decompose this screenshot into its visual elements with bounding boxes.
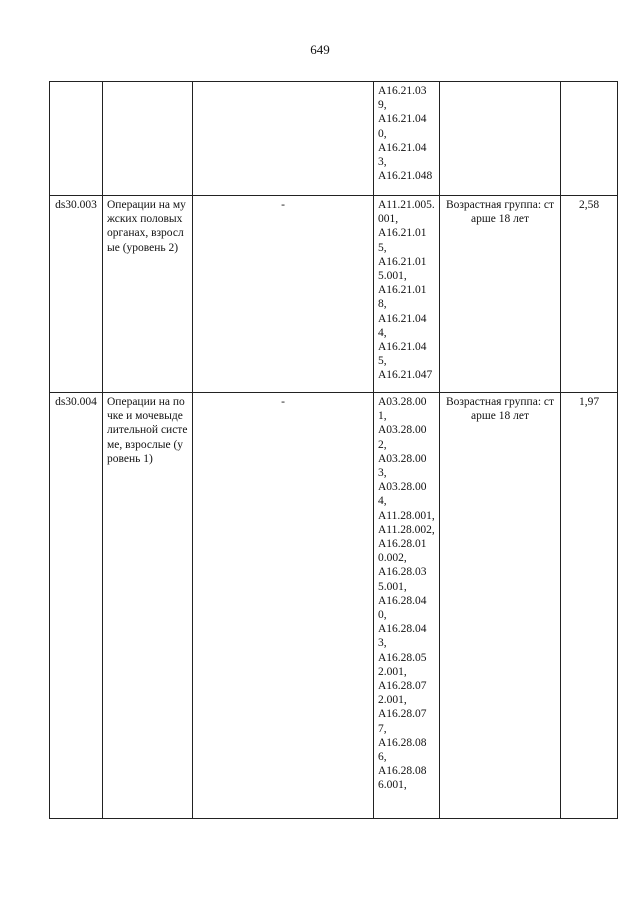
diagnosis-code-cell xyxy=(193,82,374,196)
service-code: A16.21.043, xyxy=(378,141,427,169)
service-code: A03.28.003, xyxy=(378,452,427,480)
condition-cell: Возрастная группа: старше 18 лет xyxy=(440,393,561,819)
service-code: A03.28.002, xyxy=(378,424,427,451)
service-code: A16.21.040, xyxy=(378,113,427,140)
service-code: A16.21.039, xyxy=(378,85,427,112)
service-code: A03.28.001, xyxy=(378,396,427,423)
service-code: A16.28.043, xyxy=(378,623,427,650)
service-code-cell xyxy=(374,393,440,819)
service-code: A16.21.015.001, xyxy=(378,255,427,283)
group-name-cell xyxy=(103,82,193,196)
diagnosis-code-cell: - xyxy=(193,196,374,393)
service-code: A16.28.010.002, xyxy=(378,538,427,565)
service-code: A16.21.018, xyxy=(378,284,427,311)
diagnosis-code-cell: - xyxy=(193,393,374,819)
coefficient-cell xyxy=(561,82,618,196)
table-row xyxy=(50,82,618,196)
service-code: A16.28.086, xyxy=(378,736,427,764)
service-code: A11.28.002, xyxy=(378,523,435,536)
service-code: A16.28.086.001, xyxy=(378,765,427,792)
group-code-cell xyxy=(50,82,103,196)
tariff-table xyxy=(49,81,618,819)
group-name-cell: Операции на почке и мочевыделительной системе, взрослые (уровень 1) xyxy=(103,393,193,819)
service-code: A16.21.048 xyxy=(378,170,433,183)
group-name-cell: Операции на мужских половых органах, взрослые (уровень 2) xyxy=(103,196,193,393)
group-code-cell: ds30.004 xyxy=(50,393,103,819)
service-code: A11.28.001, xyxy=(378,509,435,522)
service-code-cell xyxy=(374,82,440,196)
service-code: A03.28.004, xyxy=(378,481,427,508)
service-code: A16.28.040, xyxy=(378,594,427,622)
page-number: 649 xyxy=(310,42,330,57)
service-code: A16.21.044, xyxy=(378,312,427,339)
service-code: A16.21.015, xyxy=(378,227,427,254)
service-code: A16.28.035.001, xyxy=(378,566,427,593)
condition-cell: Возрастная группа: старше 18 лет xyxy=(440,196,561,393)
table-row xyxy=(50,393,618,819)
service-code: A16.28.077, xyxy=(378,708,427,735)
service-code-cell xyxy=(374,196,440,393)
group-code-cell: ds30.003 xyxy=(50,196,103,393)
service-code: A16.21.045, xyxy=(378,341,427,368)
service-code: A16.28.072.001, xyxy=(378,680,427,707)
coefficient-cell: 2,58 xyxy=(561,196,618,393)
table-row xyxy=(50,196,618,393)
condition-cell xyxy=(440,82,561,196)
coefficient-cell: 1,97 xyxy=(561,393,618,819)
service-code: A16.21.047 xyxy=(378,369,433,382)
service-code: A16.28.052.001, xyxy=(378,651,427,678)
service-code: A11.21.005.001, xyxy=(378,199,435,226)
